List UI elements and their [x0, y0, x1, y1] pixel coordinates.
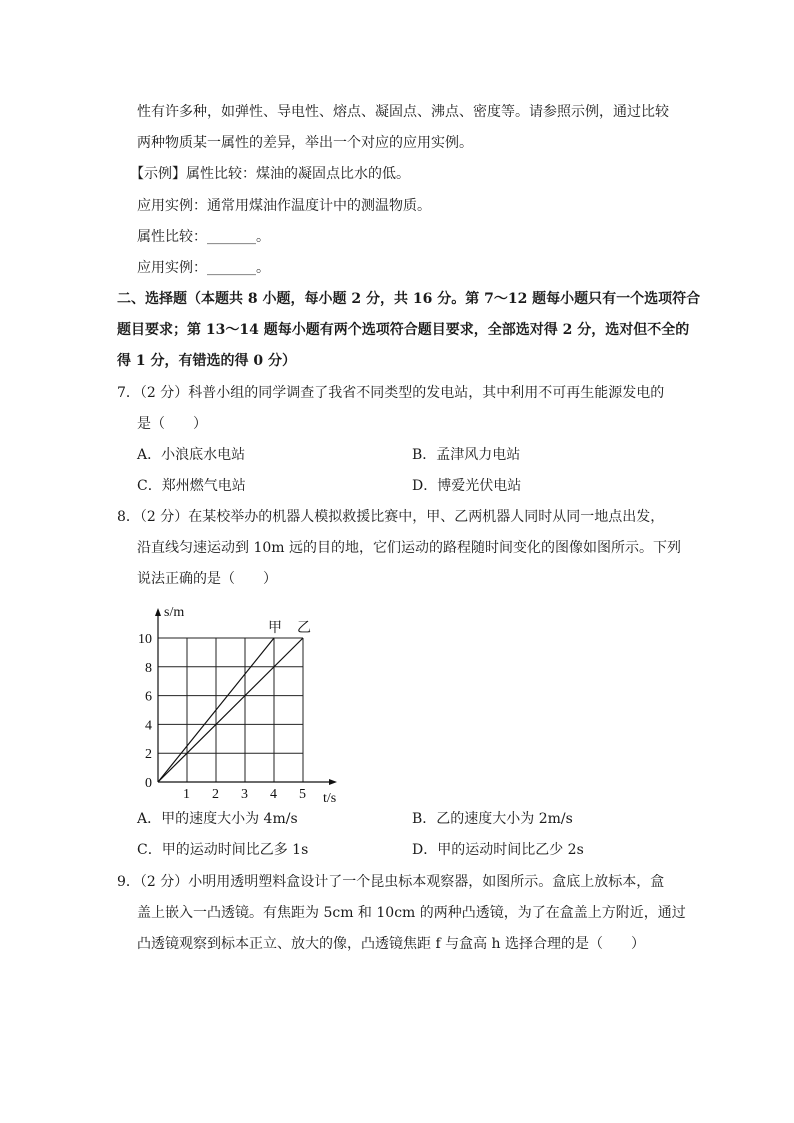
q6-text-line1: 性有许多种，如弹性、导电性、熔点、凝固点、沸点、密度等。请参照示例，通过比较: [137, 104, 669, 120]
q7-stem-line1: 7．（2 分）科普小组的同学调查了我省不同类型的发电站，其中利用不可再生能源发电的: [117, 385, 665, 401]
q9-stem-line1: 9．（2 分）小明用透明塑料盒设计了一个昆虫标本观察器，如图所示。盒底上放标本，盒: [117, 874, 665, 890]
x-tick-label: 5: [299, 787, 306, 802]
q9-stem-line3: 凸透镜观察到标本正立、放大的像，凸透镜焦距 f 与盒高 h 选择合理的是（ ）: [137, 936, 645, 952]
q7-option-b: B．孟津风力电站: [412, 447, 521, 463]
section2-heading-line3: 得 1 分，有错选的得 0 分）: [117, 353, 296, 369]
q6-example-compare: 【示例】属性比较：煤油的凝固点比水的低。: [130, 166, 410, 182]
q7-option-c: C．郑州燃气电站: [137, 478, 246, 494]
y-axis-arrow: [155, 608, 161, 616]
x-tick-label: 1: [183, 787, 190, 802]
y-tick-label: 8: [145, 660, 152, 676]
y-tick-label: 2: [145, 747, 152, 763]
graph-series: [158, 638, 303, 782]
q7-stem-line2: 是（ ）: [137, 416, 207, 432]
y-tick-label: 4: [145, 718, 152, 734]
q8-stem-line3: 说法正确的是（ ）: [137, 571, 277, 587]
x-axis-arrow: [329, 779, 337, 785]
graph-labels: [138, 605, 336, 805]
x-tick-label: 4: [270, 787, 277, 802]
q8-option-b: B．乙的速度大小为 2m/s: [412, 811, 573, 827]
series-label-jia: 甲: [268, 621, 282, 636]
y-tick-label: 6: [145, 689, 152, 705]
y-tick-label: 0: [145, 776, 152, 791]
x-axis-label: t/s: [323, 791, 337, 805]
q6-blank-apply: 应用实例：_______。: [137, 260, 270, 276]
q6-example-apply: 应用实例：通常用煤油作温度计中的测温物质。: [137, 198, 431, 214]
s-t-graph: [130, 600, 370, 805]
y-axis-label: s/m: [164, 605, 185, 620]
q9-stem-line2: 盖上嵌入一凸透镜。有焦距为 5cm 和 10cm 的两种凸透镜，为了在盒盖上方附近，通过: [137, 905, 686, 921]
q8-option-a: A．甲的速度大小为 4m/s: [137, 811, 298, 827]
y-tick-label: 10: [138, 632, 152, 647]
q6-text-line2: 两种物质某一属性的差异，举出一个对应的应用实例。: [137, 135, 473, 151]
series-label-yi: 乙: [297, 621, 311, 636]
q8-stem-line2: 沿直线匀速运动到 10m 远的目的地，它们运动的路程随时间变化的图像如图所示。下列: [137, 540, 681, 556]
q8-option-c: C．甲的运动时间比乙多 1s: [137, 842, 309, 858]
q7-option-d: D．博爱光伏电站: [412, 478, 522, 494]
q8-stem-line1: 8．（2 分）在某校举办的机器人模拟救援比赛中，甲、乙两机器人同时从同一地点出发，: [117, 509, 665, 525]
series-line-yi: [158, 638, 303, 782]
section2-heading-line2: 题目要求；第 13～14 题每小题有两个选项符合题目要求，全部选对得 2 分，选对但不全的: [117, 322, 690, 338]
q8-option-d: D．甲的运动时间比乙少 2s: [412, 842, 584, 858]
x-tick-label: 3: [241, 787, 248, 802]
section2-heading-line1: 二、选择题（本题共 8 小题，每小题 2 分，共 16 分。第 7～12 题每小题只有一个选项符合: [117, 291, 701, 307]
q6-blank-compare: 属性比较：_______。: [137, 229, 270, 245]
x-tick-label: 2: [212, 787, 219, 802]
q7-option-a: A．小浪底水电站: [137, 447, 246, 463]
